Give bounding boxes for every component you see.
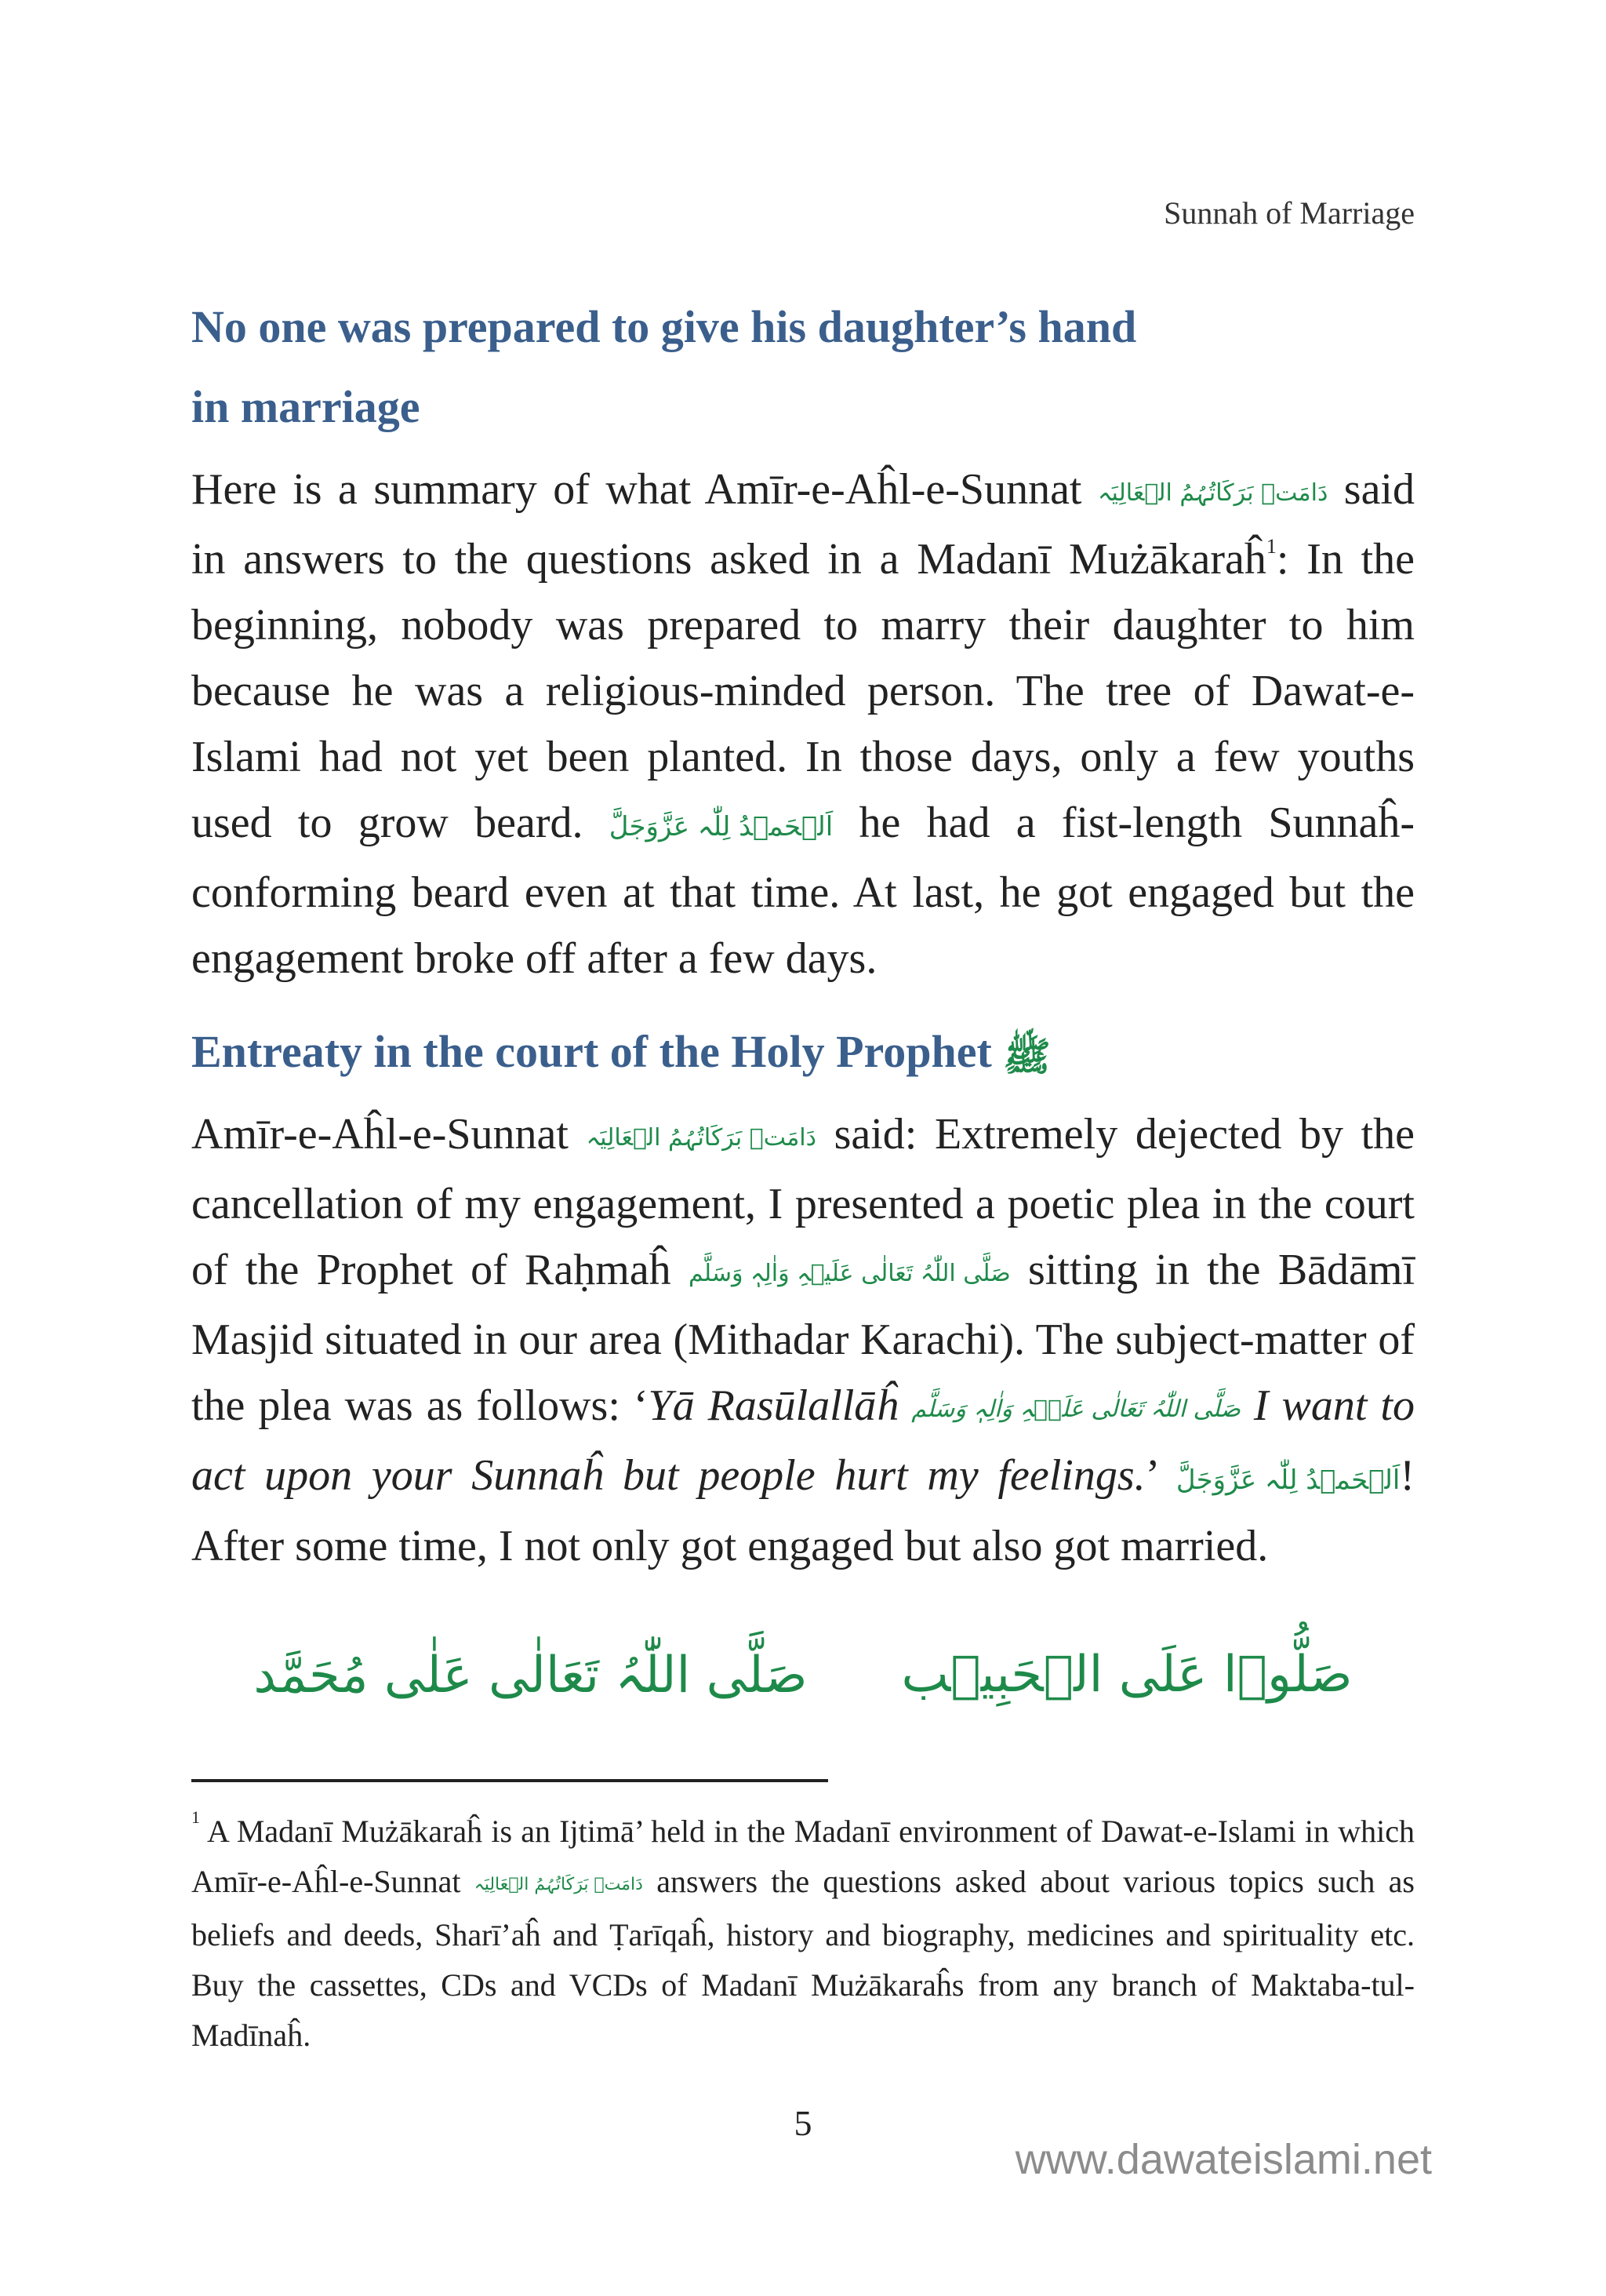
arabic-alhamdulillah: اَلۡحَمۡدُ لِلّٰہ عَزَّوَجَلَّ [1175, 1464, 1401, 1496]
arabic-damat-barakatuhum: دَامَتۡ بَرَکَاتُہُمُ الۡعَالِیَہ [1097, 479, 1328, 508]
text-run: I want to act upon your Sunnaĥ but people hurt my feelings. [191, 1381, 1415, 1501]
footnote-divider [191, 1779, 828, 1782]
watermark-url: www.dawateislami.net [1015, 2136, 1432, 2183]
text-run: Yā Rasūlallāĥ [648, 1381, 912, 1431]
arabic-salawat: صَلَّی اللّٰہُ تَعَالٰی عَلَیۡہِ وَاٰلِہٖ وَسَلَّم [911, 1395, 1241, 1424]
text-run: Amīr-e-Aĥl-e-Sunnat [191, 1110, 587, 1159]
arabic-alhamdulillah: اَلۡحَمۡدُ لِلّٰہ عَزَّوَجَلَّ [609, 811, 834, 843]
section-heading-marriage [191, 287, 1415, 447]
text-run: he had a fist-length Sunnaĥ-conforming beard even at that time. At last, he got engaged but the engagement broke off after a few days. [191, 799, 1415, 984]
arabic-damat-barakatuhum: دَامَتۡ بَرَکَاتُہُمُ الۡعَالِیَہ [586, 1124, 816, 1152]
footnote [191, 1807, 1415, 2061]
heading-text: Entreaty in the court of the Holy Prophet [191, 1026, 1004, 1077]
arabic-salawat: صَلَّی اللّٰہُ تَعَالٰی عَلَیۡہِ وَاٰلِہٖ وَسَلَّم [688, 1260, 1011, 1288]
durood-sallu-ala-al-habib: صَلُّوۡا عَلَی الۡحَبِیۡب [901, 1646, 1353, 1704]
text-run: said: Extremely dejected by the cancellation of my engagement, I presented a poetic plea in the court of the Prophet of Raḥmaĥ [191, 1110, 1415, 1295]
section-heading-entreaty [191, 1012, 1415, 1097]
page-number: 5 [794, 2103, 812, 2143]
paragraph-entreaty [191, 1101, 1415, 1579]
arabic-damat-barakatuhum: دَامَتۡ بَرَکَاتُہُمُ الۡعَالِیَہ [474, 1874, 643, 1894]
footnote-number: 1 [191, 1807, 200, 1827]
footnote-reference: 1 [1266, 535, 1277, 559]
heading-line-1: No one was prepared to give his daughter’s hand [191, 301, 1137, 352]
paragraph-summary [191, 457, 1415, 992]
text-run: ! After some time, I not only got engaged but also got married. [191, 1451, 1415, 1570]
text-run: answers the questions asked about various topics such as beliefs and deeds, Sharī’aĥ and Ṭarīqaĥ, history and biography, medicines and spirituality etc. Buy the cassettes, CDs and VCDs of Madanī Mużākaraĥs from any branch of Maktaba-tul-Madīnaĥ. [191, 1864, 1415, 2053]
text-run: ’ [1145, 1451, 1176, 1501]
running-header: Sunnah of Marriage [1164, 195, 1415, 231]
heading-line-2: in marriage [191, 381, 420, 432]
text-run: said in answers to the questions asked in a Madanī Mużākaraĥ [191, 465, 1415, 584]
salawat-symbol-icon: ﷺ [1003, 1033, 1051, 1079]
text-run: : In the beginning, nobody was prepared to marry their daughter to him because he was a religious-minded person. The tree of Dawat-e-Islami had not yet been planted. In those days, only a few youths used to grow beard. [191, 535, 1415, 848]
text-run: Here is a summary of what Amīr-e-Aĥl-e-Sunnat [191, 465, 1098, 514]
durood-sallallahu-ala-muhammad: صَلَّی اللّٰہُ تَعَالٰی عَلٰی مُحَمَّد [253, 1646, 808, 1705]
durood-line [191, 1646, 1415, 1705]
text-run: A Madanī Mużākaraĥ is an Ijtimā’ held in the Madanī environment of Dawat-e-Islami in which Amīr-e-Aĥl-e-Sunnat [191, 1814, 1415, 1899]
text-run: sitting in the Bādāmī Masjid situated in our area (Mithadar Karachi). The subject-matter of the plea was as follows: ‘ [191, 1246, 1415, 1431]
